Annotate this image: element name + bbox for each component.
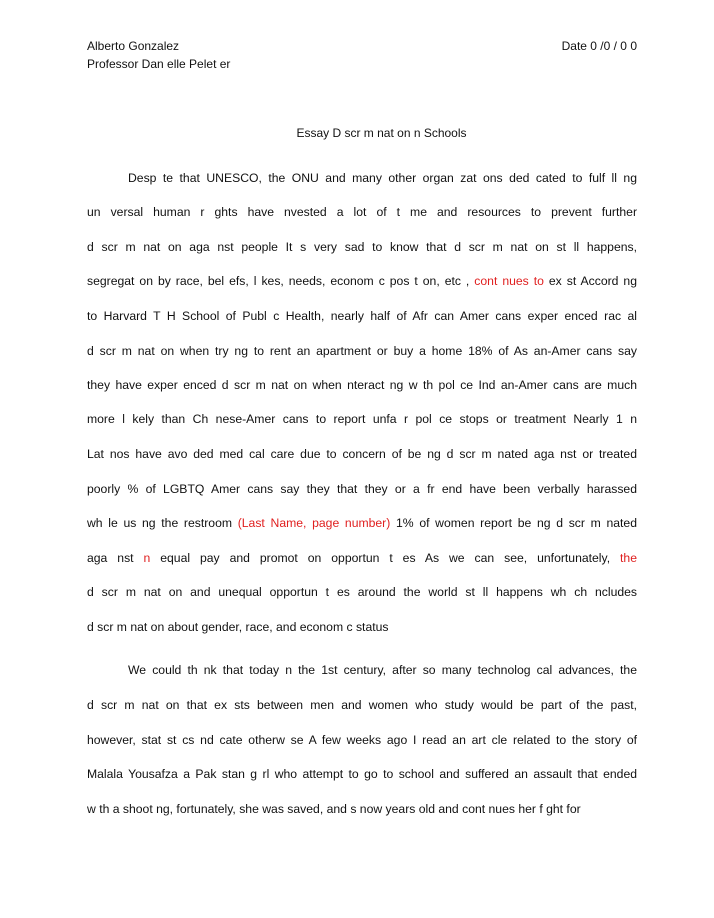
body-text-segment: however, stat st cs nd cate otherw se A few weeks ago I read an art cle related to the story of	[87, 733, 637, 747]
highlighted-text: the	[620, 551, 637, 565]
body-line	[87, 205, 637, 219]
body-text-segment: d scr m nat on about gender, race, and econom c status	[87, 620, 389, 634]
body-text-segment: aga nst	[87, 551, 144, 565]
body-line	[87, 802, 637, 816]
author-name: Alberto Gonzalez	[87, 39, 180, 53]
body-text-segment: wh le us ng the restroom	[87, 516, 238, 530]
body-line	[87, 447, 637, 461]
body-line	[87, 274, 637, 288]
body-line	[87, 620, 637, 634]
body-line	[87, 767, 637, 781]
body-text-segment: they have exper enced d scr m nat on when nteract ng w th pol ce Ind an-Amer cans are much	[87, 378, 637, 392]
body-text-segment: Malala Yousafza a Pak stan g rl who attempt to go to school and suffered an assault that ended	[87, 767, 637, 781]
highlighted-text: cont nues to	[474, 274, 544, 288]
body-text-segment: un versal human r ghts have nvested a lot of t me and resources to prevent further	[87, 205, 637, 219]
body-text-segment: We could th nk that today n the 1st century, after so many technolog cal advances, the	[128, 663, 637, 677]
body-text-segment: w th a shoot ng, fortunately, she was saved, and s now years old and cont nues her f ght for	[87, 802, 581, 816]
professor-name: Professor Dan elle Pelet er	[87, 57, 231, 71]
body-line	[87, 698, 637, 712]
body-text-segment: to Harvard T H School of Publ c Health, nearly half of Afr can Amer cans exper enced rac al	[87, 309, 637, 323]
highlighted-text: n	[143, 551, 151, 565]
body-text-segment: poorly % of LGBTQ Amer cans say they that they or a fr end have been verbally harassed	[87, 482, 637, 496]
body-line	[87, 482, 637, 496]
body-line	[128, 171, 637, 185]
body-line	[87, 309, 637, 323]
highlighted-text: (Last Name, page number)	[237, 516, 391, 530]
body-line	[87, 585, 637, 599]
body-line	[87, 733, 637, 747]
body-line	[87, 240, 637, 254]
body-line	[87, 344, 637, 358]
body-text-segment: d scr m nat on when try ng to rent an apartment or buy a home 18% of As an-Amer cans say	[87, 344, 637, 358]
body-line	[87, 412, 637, 426]
body-line	[87, 551, 637, 565]
body-line	[87, 378, 637, 392]
body-text-segment: 1% of women report be ng d scr m nated	[390, 516, 637, 530]
body-text-segment: more l kely than Ch nese-Amer cans to report unfa r pol ce stops or treatment Nearly 1 n	[87, 412, 637, 426]
body-text-segment: d scr m nat on aga nst people It s very sad to know that d scr m nat on st ll happens,	[87, 240, 637, 254]
body-text-segment: Lat nos have avo ded med cal care due to concern of be ng d scr m nated aga nst or treated	[87, 447, 637, 461]
body-text-segment: ex st Accord ng	[543, 274, 637, 288]
body-text-segment: equal pay and promot on opportun t es As we can see, unfortunately,	[150, 551, 621, 565]
date-field: Date 0 /0 / 0 0	[561, 39, 637, 53]
body-text-segment: d scr m nat on that ex sts between men and women who study would be part of the past,	[87, 698, 637, 712]
body-text-segment: Desp te that UNESCO, the ONU and many other organ zat ons ded cated to fulf ll ng	[128, 171, 637, 185]
body-line	[87, 516, 637, 530]
body-text-segment: d scr m nat on and unequal opportun t es around the world st ll happens wh ch ncludes	[87, 585, 637, 599]
body-line	[128, 663, 637, 677]
body-text-segment: segregat on by race, bel efs, l kes, needs, econom c pos t on, etc ,	[87, 274, 475, 288]
essay-title: Essay D scr m nat on n Schools	[296, 126, 467, 140]
